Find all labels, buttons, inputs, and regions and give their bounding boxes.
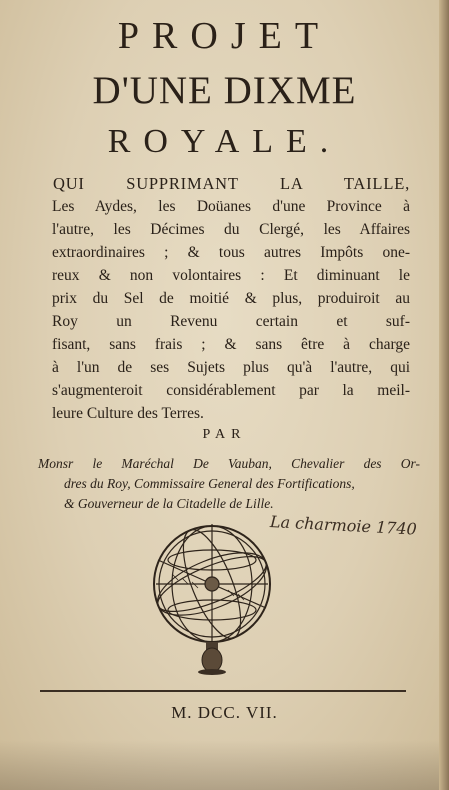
handwritten-signature: La charmoie 1740 bbox=[269, 512, 418, 539]
subtitle-line: l'autre, les Décimes du Clergé, les Affaires bbox=[52, 221, 410, 238]
author-line: Monsr le Maréchal De Vauban, Chevalier des Or- bbox=[38, 456, 420, 471]
subtitle-line: extraordinaires ; & tous autres Impôts one- bbox=[52, 244, 410, 261]
par-label: PAR bbox=[202, 427, 247, 442]
subtitle-line: leure Culture des Terres. bbox=[52, 405, 204, 422]
subtitle-line: Les Aydes, les Doüanes d'une Province à bbox=[52, 198, 410, 215]
subtitle-line: Roy un Revenu certain et suf- bbox=[52, 313, 410, 330]
author-line: & Gouverneur de la Citadelle de Lille. bbox=[64, 496, 274, 511]
horizontal-rule bbox=[40, 690, 406, 692]
subtitle-line: s'augmenteroit considérablement par la meil- bbox=[52, 382, 410, 399]
subtitle-line: QUI SUPPRIMANT LA TAILLE, bbox=[53, 174, 410, 193]
subtitle-paragraph bbox=[52, 172, 410, 425]
title-line-dixme: D'UNE DIXME bbox=[92, 69, 357, 112]
subtitle-line: fisant, sans frais ; & sans être à charge bbox=[52, 336, 410, 353]
book-spine-edge bbox=[439, 0, 449, 790]
armillary-sphere-icon bbox=[148, 520, 276, 675]
subtitle-line: reux & non volontaires : Et diminuant le bbox=[52, 267, 410, 284]
subtitle-line: à l'un de ses Sujets plus qu'à l'autre, qui bbox=[52, 359, 410, 376]
author-line: dres du Roy, Commissaire General des Fortifications, bbox=[64, 476, 355, 491]
author-statement bbox=[38, 454, 420, 514]
title-line-royale: ROYALE. bbox=[107, 123, 342, 160]
subtitle-line: prix du Sel de moitié & plus, produiroit au bbox=[52, 290, 410, 307]
page-shadow bbox=[0, 740, 449, 790]
imprint-date: M. DCC. VII. bbox=[171, 703, 278, 722]
title-line-projet: PROJET bbox=[117, 15, 332, 57]
